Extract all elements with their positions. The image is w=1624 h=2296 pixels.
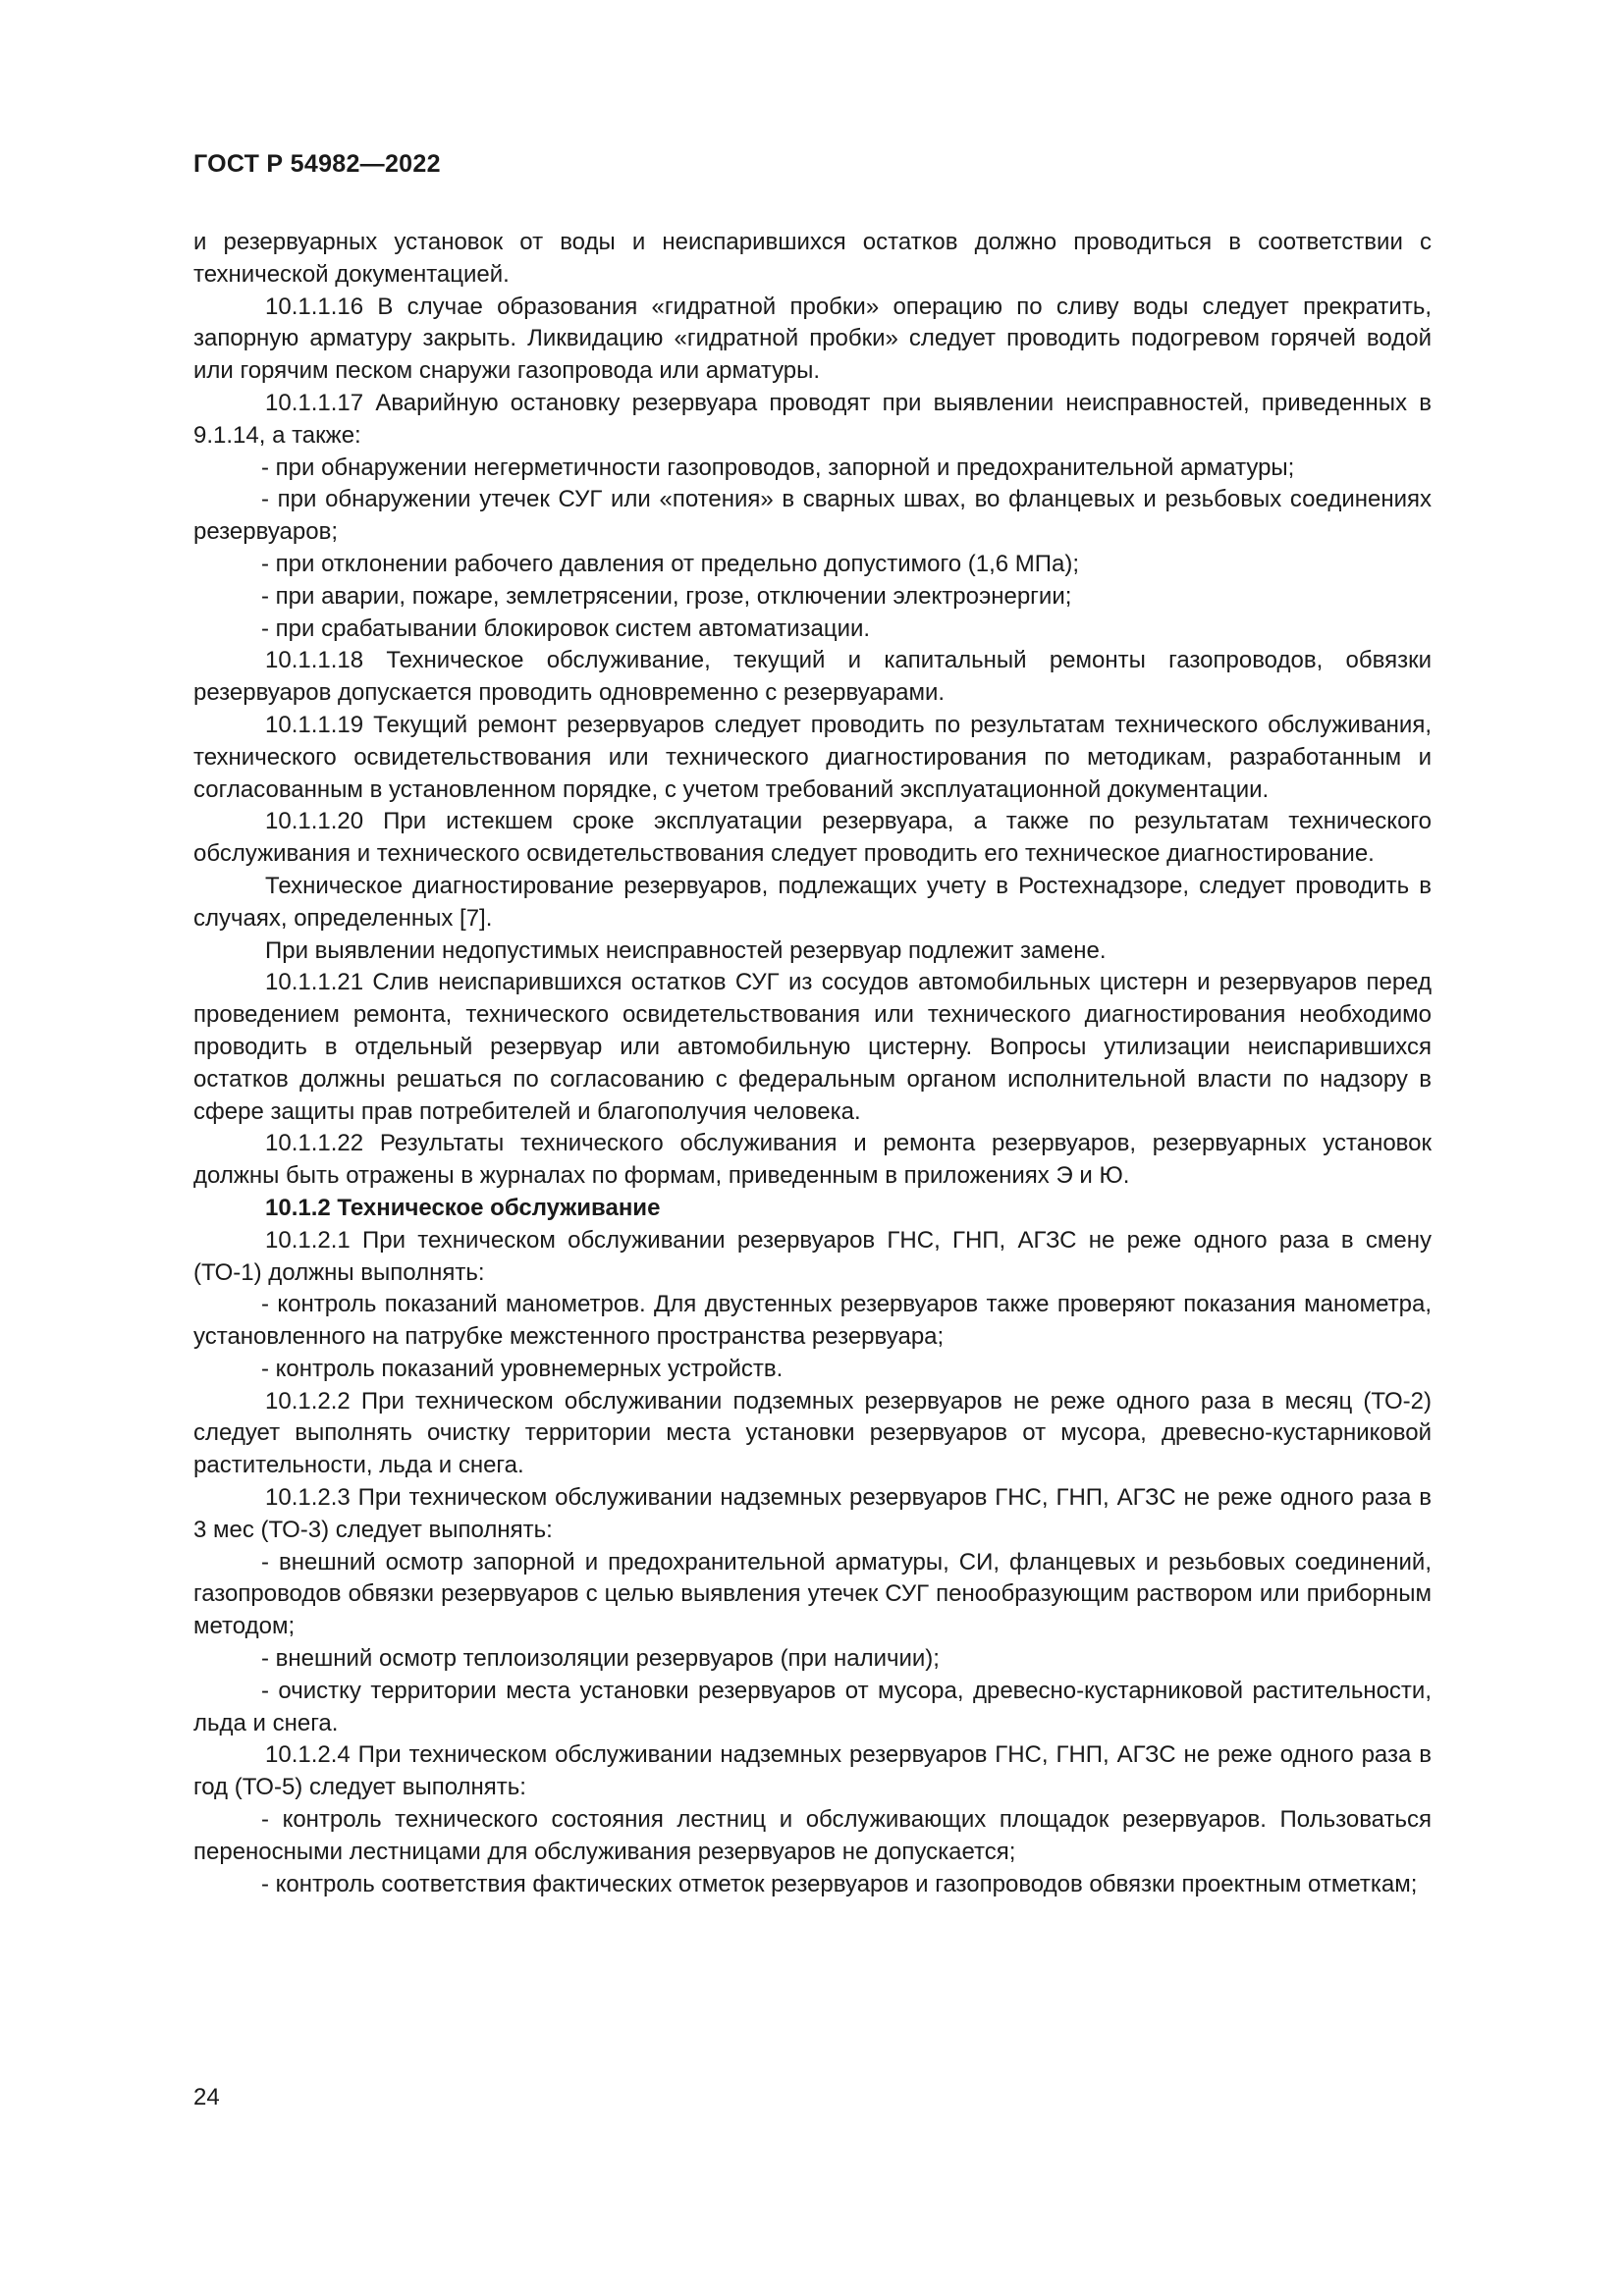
page-number: 24 (193, 2084, 220, 2110)
clause-10-1-2-4: 10.1.2.4 При техническом обслуживании надземных резервуаров ГНС, ГНП, АГЗС не реже одного раза в год (ТО-5) следует выполнять: (193, 1741, 1432, 1801)
list-item: - при аварии, пожаре, землетрясении, грозе, отключении электроэнергии; (261, 582, 1072, 610)
paragraph: Техническое диагностирование резервуаров, подлежащих учету в Ростехнадзоре, следует проводить в случаях, определенных [7]. (193, 872, 1432, 932)
list-item: - очистку территории места установки резервуаров от мусора, древесно-кустарниковой растительности, льда и снега. (193, 1677, 1432, 1736)
clause-10-1-2-2: 10.1.2.2 При техническом обслуживании подземных резервуаров не реже одного раза в месяц (ТО-2) следует выполнять очистку территории места установки резервуаров от мусора, древесно-кустарниковой растительности, льда и снега. (193, 1387, 1432, 1479)
document-body (193, 227, 1432, 1900)
clause-10-1-2-1: 10.1.2.1 При техническом обслуживании резервуаров ГНС, ГНП, АГЗС не реже одного раза в смену (ТО-1) должны выполнять: (193, 1226, 1432, 1286)
clause-10-1-1-21: 10.1.1.21 Слив неиспарившихся остатков СУГ из сосудов автомобильных цистерн и резервуаров перед проведением ремонта, технического освидетельствования или технического диагностирования необходимо проводить в отдельный резервуар или автомобильную цистерну. Вопросы утилизации неиспарившихся остатков должны решаться по согласованию с федеральным органом исполнительной власти по надзору в сфере защиты прав потребителей и благополучия человека. (193, 969, 1432, 1125)
list-item: - контроль технического состояния лестниц и обслуживающих площадок резервуаров. Пользоваться переносными лестницами для обслуживания резервуаров не допускается; (193, 1806, 1432, 1865)
page-header: ГОСТ Р 54982—2022 (193, 150, 441, 178)
clause-10-1-1-19: 10.1.1.19 Текущий ремонт резервуаров следует проводить по результатам технического обслуживания, технического освидетельствования или технического диагностирования по методикам, разработанным и согласованным в установленном порядке, с учетом требований эксплуатационной документации. (193, 711, 1432, 803)
clause-10-1-1-16: 10.1.1.16 В случае образования «гидратной пробки» операцию по сливу воды следует прекратить, запорную арматуру закрыть. Ликвидацию «гидратной пробки» следует проводить подогревом горячей водой или горячим песком снаружи газопровода или арматуры. (193, 293, 1432, 385)
paragraph: При выявлении недопустимых неисправностей резервуар подлежит замене. (265, 936, 1107, 964)
list-item: - контроль соответствия фактических отметок резервуаров и газопроводов обвязки проектным отметкам; (261, 1870, 1418, 1897)
section-heading-10-1-2: 10.1.2 Техническое обслуживание (265, 1194, 661, 1221)
list-item: - внешний осмотр запорной и предохранительной арматуры, СИ, фланцевых и резьбовых соединений, газопроводов обвязки резервуаров с целью выявления утечек СУГ пенообразующим раствором или приборным методом; (193, 1548, 1432, 1640)
list-item: - при срабатывании блокировок систем автоматизации. (261, 614, 871, 642)
clause-10-1-1-17: 10.1.1.17 Аварийную остановку резервуара проводят при выявлении неисправностей, приведенных в 9.1.14, а также: (193, 389, 1432, 449)
list-item: - контроль показаний уровнемерных устройств. (261, 1355, 784, 1382)
clause-10-1-1-20: 10.1.1.20 При истекшем сроке эксплуатации резервуара, а также по результатам технического обслуживания и технического освидетельствования следует проводить его техническое диагностирование. (193, 808, 1432, 868)
list-item: - контроль показаний манометров. Для двустенных резервуаров также проверяют показания манометра, установленного на патрубке межстенного пространства резервуара; (193, 1291, 1432, 1351)
list-item: - при обнаружении негерметичности газопроводов, запорной и предохранительной арматуры; (261, 454, 1295, 481)
clause-10-1-1-18: 10.1.1.18 Техническое обслуживание, текущий и капитальный ремонты газопроводов, обвязки резервуаров допускается проводить одновременно с резервуарами. (193, 647, 1432, 707)
paragraph-continuation: и резервуарных установок от воды и неиспарившихся остатков должно проводиться в соответствии с технической документацией. (193, 229, 1432, 288)
list-item: - при обнаружении утечек СУГ или «потения» в сварных швах, во фланцевых и резьбовых соединениях резервуаров; (193, 486, 1432, 546)
clause-10-1-1-22: 10.1.1.22 Результаты технического обслуживания и ремонта резервуаров, резервуарных установок должны быть отражены в журналах по формам, приведенным в приложениях Э и Ю. (193, 1130, 1432, 1190)
list-item: - внешний осмотр теплоизоляции резервуаров (при наличии); (261, 1645, 940, 1673)
list-item: - при отклонении рабочего давления от предельно допустимого (1,6 МПа); (261, 550, 1080, 577)
clause-10-1-2-3: 10.1.2.3 При техническом обслуживании надземных резервуаров ГНС, ГНП, АГЗС не реже одного раза в 3 мес (ТО-3) следует выполнять: (193, 1484, 1432, 1543)
